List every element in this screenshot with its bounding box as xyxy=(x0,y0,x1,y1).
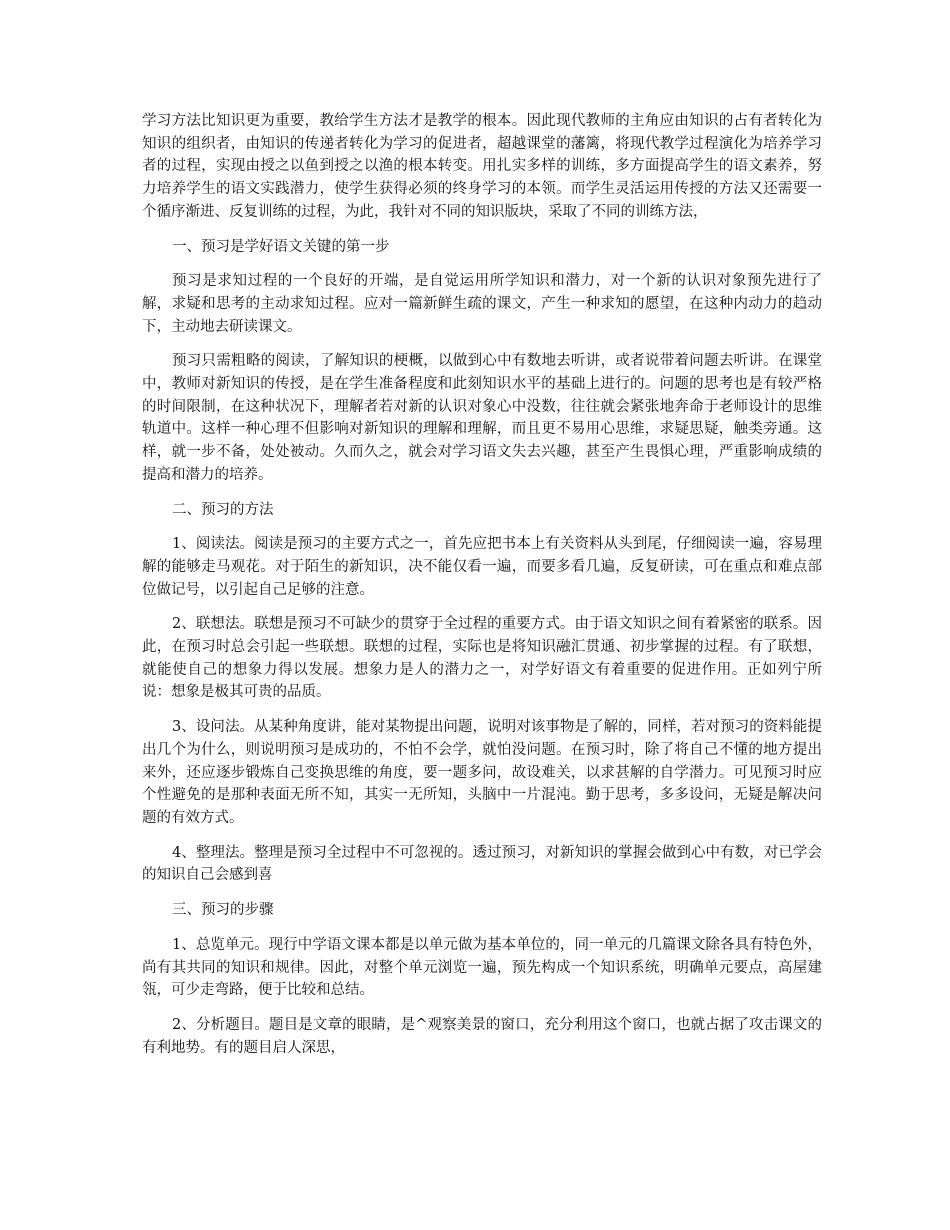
body-paragraph: 预习只需粗略的阅读，了解知识的梗概，以做到心中有数地去听讲，或者说带着问题去听讲。在课堂中，教师对新知识的传授，是在学生准备程度和此刻知识水平的基础上进行的。问题的思考也是有较严格的时间限制，在这种状况下，理解者若对新的认识对象心中没数，往往就会紧张地奔命于老师设计的思维轨道中。这样一种心理不但影响对新知识的理解和理解，而且更不易用心思维，求疑思疑，触类旁通。这样，就一步不备，处处被动。久而久之，就会对学习语文失去兴趣，甚至产生畏惧心理，严重影响成绩的提高和潜力的培养。 xyxy=(142,353,822,483)
section-heading-1: 一、预习是学好语文关键的第一步 xyxy=(172,238,390,255)
document-page xyxy=(142,110,822,1071)
section-heading-3: 三、预习的步骤 xyxy=(172,902,274,919)
method-association-paragraph: 2、联想法。联想是预习不可缺少的贯穿于全过程的重要方式。由于语文知识之间有着紧密的联系。因此，在预习时总会引起一些联想。联想的过程，实际也是将知识融汇贯通、初步掌握的过程。有了联想，就能使自己的想象力得以发展。想象力是人的潜力之一，对学好语文有着重要的促进作用。正如列宁所说：想象是极其可贵的品质。 xyxy=(142,616,822,701)
section-heading-2: 二、预习的方法 xyxy=(172,501,274,518)
method-reading-paragraph: 1、阅读法。阅读是预习的主要方式之一，首先应把书本上有关资料从头到尾，仔细阅读一遍，容易理解的能够走马观花。对于陌生的新知识，决不能仅看一遍，而要多看几遍，反复研读，可在重点和难点部位做记号，以引起自己足够的注意。 xyxy=(142,536,822,598)
intro-paragraph: 学习方法比知识更为重要，教给学生方法才是教学的根本。因此现代教师的主角应由知识的占有者转化为知识的组织者，由知识的传递者转化为学习的促进者，超越课堂的藩篱，将现代教学过程演化为培养学习者的过程，实现由授之以鱼到授之以渔的根本转变。用扎实多样的训练，多方面提高学生的语文素养，努力培养学生的语文实践潜力，使学生获得必须的终身学习的本领。而学生灵活运用传授的方法又还需要一个循序渐进、反复训练的过程，为此，我针对不同的知识版块，采取了不同的训练方法， xyxy=(142,113,822,220)
body-paragraph: 预习是求知过程的一个良好的开端，是自觉运用所学知识和潜力，对一个新的认识对象预先进行了解，求疑和思考的主动求知过程。应对一篇新鲜生疏的课文，产生一种求知的愿望，在这种内动力的趋动下，主动地去研读课文。 xyxy=(142,273,822,335)
method-organizing-paragraph: 4、整理法。整理是预习全过程中不可忽视的。透过预习，对新知识的掌握会做到心中有数，对已学会的知识自己会感到喜 xyxy=(142,844,822,884)
method-questioning-paragraph: 3、设问法。从某种角度讲，能对某物提出问题，说明对该事物是了解的，同样，若对预习的资料能提出几个为什么，则说明预习是成功的，不怕不会学，就怕没问题。在预习时，除了将自己不懂的地方提出来外，还应逐步锻炼自己变换思维的角度，要一题多问，故设难关，以求甚解的自学潜力。可见预习时应个性避免的是那种表面无所不知，其实一无所知，头脑中一片混沌。勤于思考，多多设问，无疑是解决问题的有效方式。 xyxy=(142,719,822,826)
step-title-analysis-paragraph: 2、分析题目。题目是文章的眼睛，是^观察美景的窗口，充分利用这个窗口，也就占据了攻击课文的有利地势。有的题目启人深思， xyxy=(142,1016,822,1056)
step-unit-overview-paragraph: 1、总览单元。现行中学语文课本都是以单元做为基本单位的，同一单元的几篇课文除各具有特色外，尚有其共同的知识和规律。因此，对整个单元浏览一遍，预先构成一个知识系统，明确单元要点，高屋建瓴，可少走弯路，便于比较和总结。 xyxy=(142,936,822,999)
